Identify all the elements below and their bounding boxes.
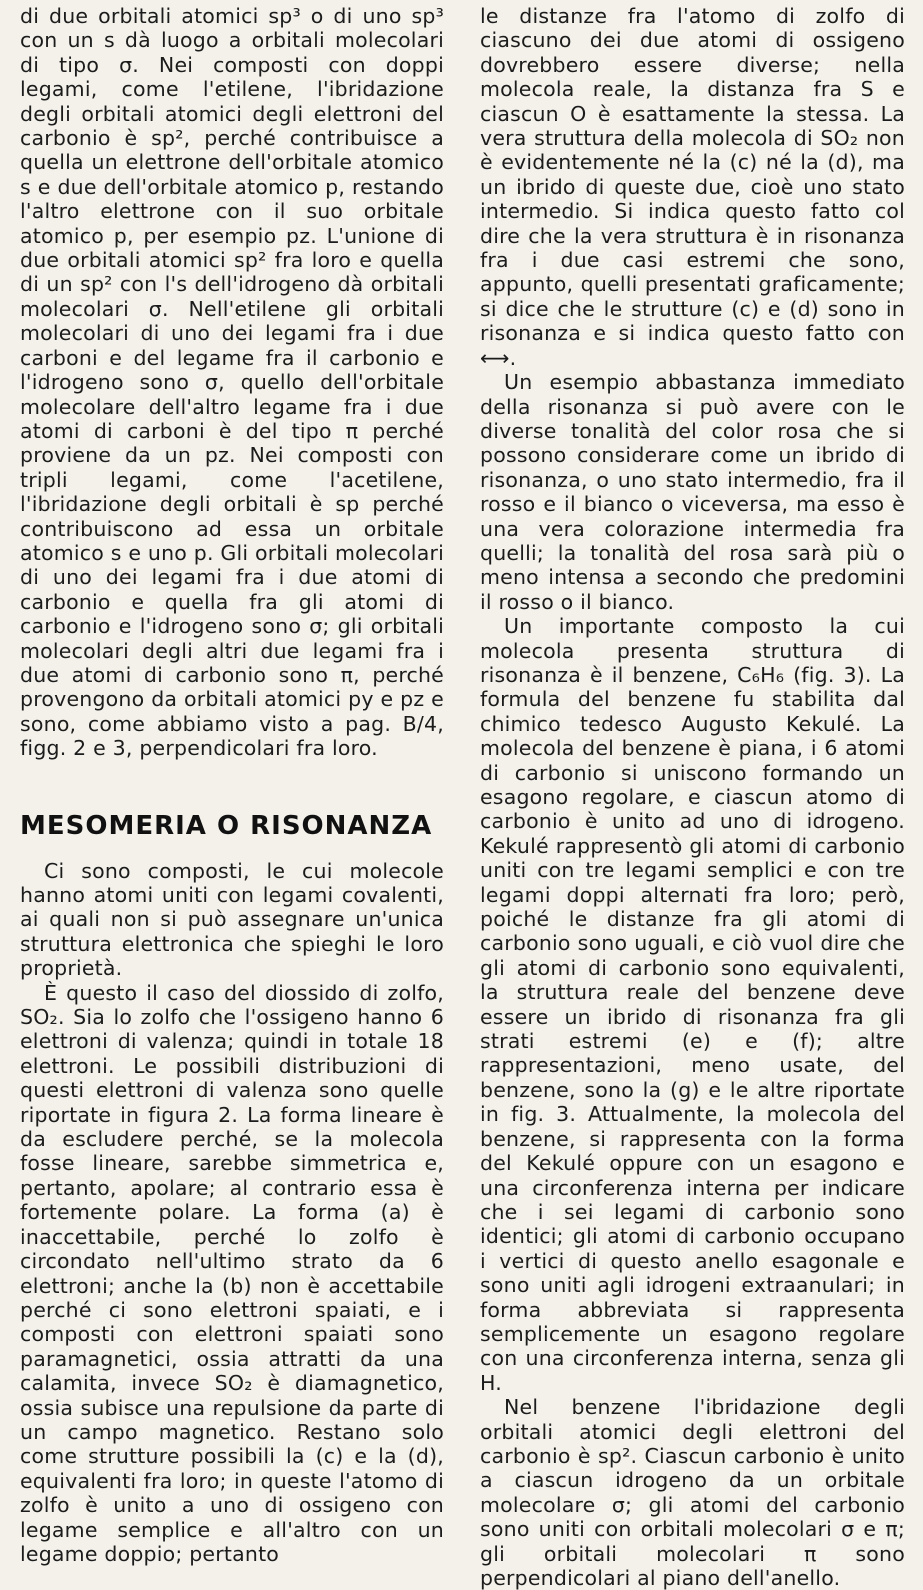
- section-heading: MESOMERIA O RISONANZA: [20, 810, 433, 841]
- left-paragraph-2: Ci sono composti, le cui molecole hanno atomi uniti con legami covalenti, ai quali non si può assegnare un'unica struttura elettronica che spieghi le loro proprietà.: [20, 858, 444, 981]
- right-paragraph-3: Un importante composto la cui molecola presenta struttura di risonanza è il benzene, C₆H₆ (fig. 3). La formula del benzene fu stabilita dal chimico tedesco Augusto Kekulé. La molecola del benzene è piana, i 6 atomi di carbonio si uniscono formando un esagono regolare, e ciascun atomo di carbonio è unito ad uno di idrogeno. Kekulé rappresentò gli atomi di carbonio uniti con tre legami semplici e con tre legami doppi alternati fra loro; però, poiché le distanze fra gli atomi di carbonio sono uguali, e ciò vuol dire che gli atomi di carbonio sono equivalenti, la struttura reale del benzene deve essere un ibrido di risonanza fra gli strati estremi (e) e (f); altre rappresentazioni, meno usate, del benzene, sono la (g) e le altre riportate in fig. 3. Attualmente, la molecola del benzene, si rappresenta con la forma del Kekulé oppure con un esagono e una circonferenza interna per indicare che i sei legami di carbonio sono identici; gli atomi di carbonio occupano i vertici di questo anello esagonale e sono uniti agli idrogeni extraanulari; in forma abbreviata si rappresenta semplicemente un esagono regolare con una circonferenza interna, senza gli H.: [480, 614, 905, 1395]
- left-paragraph-3: È questo il caso del diossido di zolfo, SO₂. Sia lo zolfo che l'ossigeno hanno 6 elettroni di valenza; quindi in totale 18 elettroni. Le possibili distribuzioni di questi elettroni di valenza sono quelle riportate in figura 2. La forma lineare è da escludere perché, se la molecola fosse lineare, sarebbe simmetrica e, pertanto, apolare; al contrario essa è fortemente polare. La forma (a) è inaccettabile, perché lo zolfo è circondato nell'ultimo strato da 6 elettroni; anche la (b) non è accettabile perché ci sono elettroni spaiati, e i composti con elettroni spaiati sono paramagnetici, ossia attratti da una calamita, invece SO₂ è diamagnetico, ossia subisce una repulsione da parte di un campo magnetico. Restano solo come strutture possibili la (c) e la (d), equivalenti fra loro; in queste l'atomo di zolfo è unito a uno di ossigeno con legame semplice e all'altro con un legame doppio; pertanto: [20, 980, 444, 1566]
- right-paragraph-1: le distanze fra l'atomo di zolfo di ciascuno dei due atomi di ossigeno dovrebbero essere diverse; nella molecola reale, la distanza fra S e ciascun O è esattamente la stessa. La vera struttura della molecola di SO₂ non è evidentemente né la (c) né la (d), ma un ibrido di queste due, cioè uno stato intermedio. Si indica questo fatto col dire che la vera struttura è in risonanza fra i due casi estremi che sono, appunto, quelli presentati graficamente; si dice che le strutture (c) e (d) sono in risonanza e si indica questo fatto con ⟷.: [480, 4, 905, 370]
- right-paragraph-4: Nel benzene l'ibridazione degli orbitali atomici degli elettroni del carbonio è sp². Ciascun carbonio è unito a ciascun idrogeno da un orbitale molecolare σ; gli atomi del carbonio sono uniti con orbitali molecolari σ e π; gli orbitali molecolari π sono perpendicolari al piano dell'anello.: [480, 1395, 905, 1590]
- right-column: [480, 4, 905, 1590]
- left-column: [20, 4, 444, 1566]
- right-paragraph-2: Un esempio abbastanza immediato della risonanza si può avere con le diverse tonalità del color rosa che si possono considerare come un ibrido di risonanza, o uno stato intermedio, fra il rosso e il bianco o viceversa, ma esso è una vera colorazione intermedia fra quelli; la tonalità del rosa sarà più o meno intensa a secondo che predomini il rosso o il bianco.: [480, 370, 905, 614]
- left-paragraph-1: di due orbitali atomici sp³ o di uno sp³ con un s dà luogo a orbitali molecolari di tipo σ. Nei composti con doppi legami, come l'etilene, l'ibridazione degli orbitali atomici degli elettroni del carbonio è sp², perché contribuisce a quella un elettrone dell'orbitale atomico s e due dell'orbitale atomico p, restando l'altro elettrone con il suo orbitale atomico p, per esempio pz. L'unione di due orbitali atomici sp² fra loro e quella di un sp² con l's dell'idrogeno dà orbitali molecolari σ. Nell'etilene gli orbitali molecolari di uno dei legami fra i due carboni e del legame fra il carbonio e l'idrogeno sono σ, quello dell'orbitale molecolare dell'altro legame fra i due atomi di carboni è del tipo π perché proviene da un pz. Nei composti con tripli legami, come l'acetilene, l'ibridazione degli orbitali è sp perché contribuiscono ad essa un orbitale atomico s e uno p. Gli orbitali molecolari di uno dei legami fra i due atomi di carbonio e quella fra gli atomi di carbonio e l'idrogeno sono σ; gli orbitali molecolari degli altri due legami fra i due atomi di carbonio sono π, perché provengono da orbitali atomici py e pz e sono, come abbiamo visto a pag. B/4, figg. 2 e 3, perpendicolari fra loro.: [20, 4, 444, 761]
